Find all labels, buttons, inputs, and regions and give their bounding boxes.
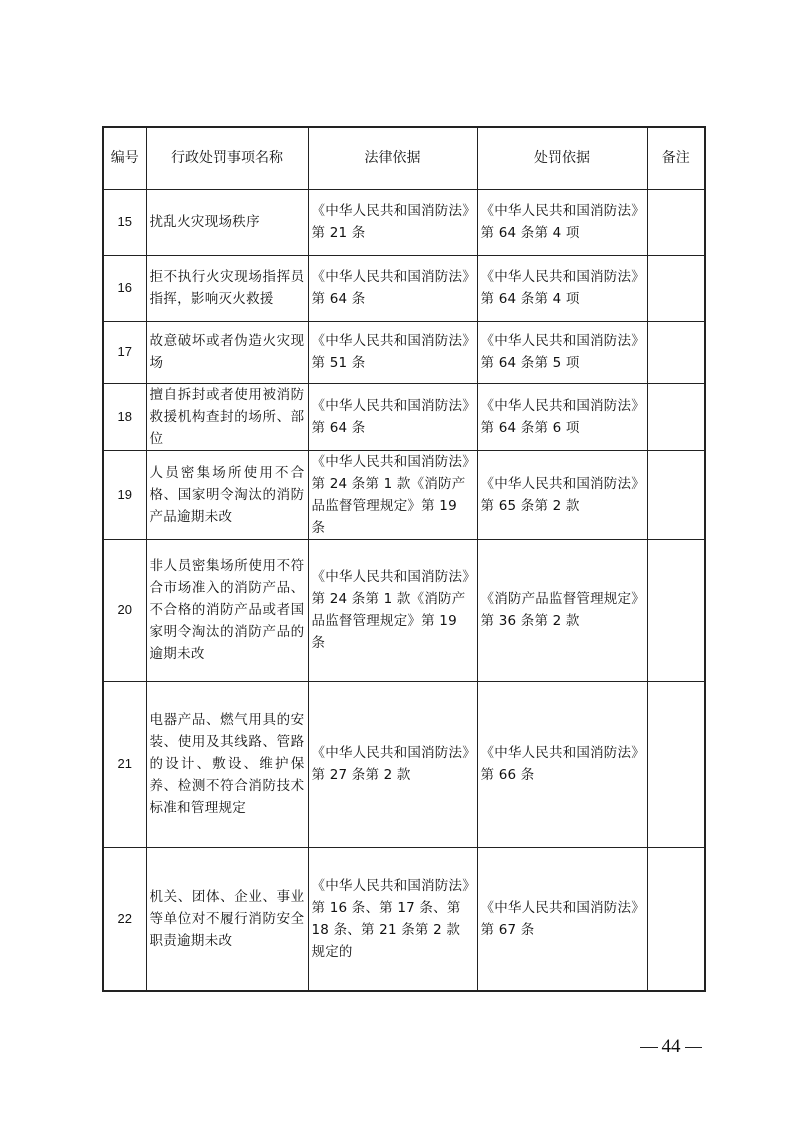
row-remarks [647, 189, 705, 255]
header-remarks: 备注 [647, 127, 705, 189]
row-legal-basis: 《中华人民共和国消防法》第 16 条、第 17 条、第 18 条、第 21 条第 2 款规定的 [308, 847, 477, 991]
header-legal-basis: 法律依据 [308, 127, 477, 189]
row-penalty-basis: 《消防产品监督管理规定》第 36 条第 2 款 [477, 539, 647, 681]
table-row [103, 847, 705, 991]
row-remarks [647, 681, 705, 847]
row-legal-basis: 《中华人民共和国消防法》第 51 条 [308, 321, 477, 383]
row-legal-basis: 《中华人民共和国消防法》第 24 条第 1 款《消防产品监督管理规定》第 19 条 [308, 539, 477, 681]
table-row [103, 383, 705, 450]
header-item-name: 行政处罚事项名称 [146, 127, 308, 189]
row-number: 21 [103, 681, 146, 847]
row-legal-basis: 《中华人民共和国消防法》第 27 条第 2 款 [308, 681, 477, 847]
row-penalty-basis: 《中华人民共和国消防法》第 66 条 [477, 681, 647, 847]
row-number: 15 [103, 189, 146, 255]
row-penalty-basis: 《中华人民共和国消防法》第 64 条第 6 项 [477, 383, 647, 450]
row-item-name: 非人员密集场所使用不符合市场准入的消防产品、不合格的消防产品或者国家明令淘汰的消防产品的逾期未改 [146, 539, 308, 681]
table-row [103, 189, 705, 255]
page-number [636, 1036, 706, 1058]
row-legal-basis: 《中华人民共和国消防法》第 64 条 [308, 383, 477, 450]
row-penalty-basis: 《中华人民共和国消防法》第 64 条第 4 项 [477, 189, 647, 255]
table-row [103, 321, 705, 383]
row-number: 16 [103, 255, 146, 321]
row-penalty-basis: 《中华人民共和国消防法》第 65 条第 2 款 [477, 450, 647, 539]
page-number-text: 44 [661, 1036, 681, 1057]
row-number: 17 [103, 321, 146, 383]
row-number: 18 [103, 383, 146, 450]
row-remarks [647, 255, 705, 321]
row-number: 19 [103, 450, 146, 539]
row-penalty-basis: 《中华人民共和国消防法》第 64 条第 5 项 [477, 321, 647, 383]
row-legal-basis: 《中华人民共和国消防法》第 64 条 [308, 255, 477, 321]
table-row [103, 450, 705, 539]
row-remarks [647, 383, 705, 450]
table-header-row [103, 127, 705, 189]
row-item-name: 人员密集场所使用不合格、国家明令淘汰的消防产品逾期未改 [146, 450, 308, 539]
row-number: 22 [103, 847, 146, 991]
row-item-name: 故意破坏或者伪造火灾现场 [146, 321, 308, 383]
row-item-name: 擅自拆封或者使用被消防救援机构查封的场所、部位 [146, 383, 308, 450]
row-remarks [647, 847, 705, 991]
penalty-table [102, 126, 706, 992]
table-row [103, 255, 705, 321]
row-item-name: 拒不执行火灾现场指挥员指挥，影响灭火救援 [146, 255, 308, 321]
row-remarks [647, 539, 705, 681]
header-penalty-basis: 处罚依据 [477, 127, 647, 189]
row-number: 20 [103, 539, 146, 681]
page-dash-left [640, 1047, 658, 1048]
table-row [103, 681, 705, 847]
row-penalty-basis: 《中华人民共和国消防法》第 67 条 [477, 847, 647, 991]
row-item-name: 电器产品、燃气用具的安装、使用及其线路、管路的设计、敷设、维护保养、检测不符合消防技术标准和管理规定 [146, 681, 308, 847]
row-remarks [647, 321, 705, 383]
table-row [103, 539, 705, 681]
header-number: 编号 [103, 127, 146, 189]
row-legal-basis: 《中华人民共和国消防法》第 24 条第 1 款《消防产品监督管理规定》第 19 条 [308, 450, 477, 539]
row-remarks [647, 450, 705, 539]
row-legal-basis: 《中华人民共和国消防法》第 21 条 [308, 189, 477, 255]
page-dash-right [685, 1047, 703, 1048]
row-penalty-basis: 《中华人民共和国消防法》第 64 条第 4 项 [477, 255, 647, 321]
row-item-name: 扰乱火灾现场秩序 [146, 189, 308, 255]
row-item-name: 机关、团体、企业、事业等单位对不履行消防安全职责逾期未改 [146, 847, 308, 991]
